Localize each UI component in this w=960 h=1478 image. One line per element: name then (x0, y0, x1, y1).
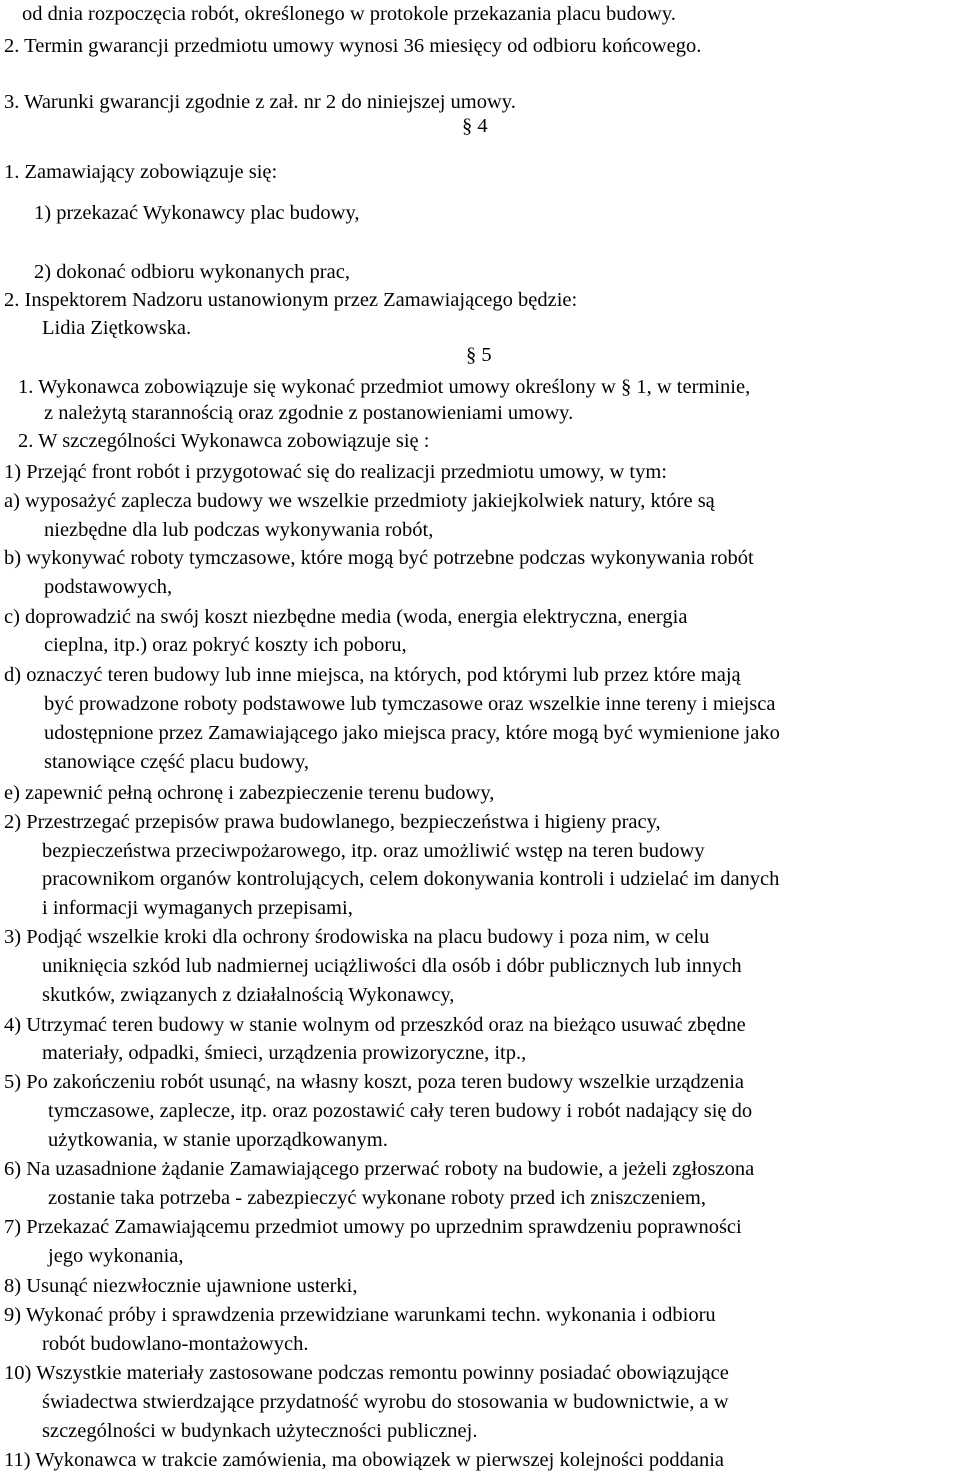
text-line: 2) dokonać odbioru wykonanych prac, (34, 261, 350, 283)
text-line: użytkowania, w stanie uporządkowanym. (48, 1129, 388, 1151)
text-line: 2. W szczególności Wykonawca zobowiązuje się : (18, 430, 430, 452)
text-line: zostanie taka potrzeba - zabezpieczyć wykonane roboty przed ich zniszczeniem, (48, 1187, 706, 1209)
text-line: 6) Na uzasadnione żądanie Zamawiającego przerwać roboty na budowie, a jeżeli zgłoszona (4, 1158, 755, 1180)
text-line: 9) Wykonać próby i sprawdzenia przewidziane warunkami techn. wykonania i odbioru (4, 1304, 716, 1326)
text-line: podstawowych, (44, 576, 173, 598)
text-line: c) doprowadzić na swój koszt niezbędne media (woda, energia elektryczna, energia (4, 606, 688, 628)
text-line: Lidia Ziętkowska. (42, 317, 192, 339)
text-line: z należytą starannością oraz zgodnie z postanowieniami umowy. (44, 402, 574, 424)
text-line: stanowiące część placu budowy, (44, 751, 310, 773)
text-line: 1. Zamawiający zobowiązuje się: (4, 161, 278, 183)
text-line: jego wykonania, (48, 1245, 184, 1267)
text-line: e) zapewnić pełną ochronę i zabezpieczenie terenu budowy, (4, 782, 495, 804)
text-line: 3) Podjąć wszelkie kroki dla ochrony środowiska na placu budowy i poza nim, w celu (4, 926, 710, 948)
text-line: i informacji wymaganych przepisami, (42, 897, 353, 919)
text-line: 2) Przestrzegać przepisów prawa budowlanego, bezpieczeństwa i higieny pracy, (4, 811, 661, 833)
text-line: 10) Wszystkie materiały zastosowane podczas remontu powinny posiadać obowiązujące (4, 1362, 729, 1384)
text-line: od dnia rozpoczęcia robót, określonego w protokole przekazania placu budowy. (22, 3, 676, 25)
text-line: uniknięcia szkód lub nadmiernej uciążliwości dla osób i dóbr publicznych lub innych (42, 955, 742, 977)
text-line: 5) Po zakończeniu robót usunąć, na własny koszt, poza teren budowy wszelkie urządzenia (4, 1071, 745, 1093)
text-line: materiały, odpadki, śmieci, urządzenia prowizoryczne, itp., (42, 1042, 527, 1064)
text-line: 7) Przekazać Zamawiającemu przedmiot umowy po uprzednim sprawdzeniu poprawności (4, 1216, 742, 1238)
text-line: 11) Wykonawca w trakcie zamówienia, ma obowiązek w pierwszej kolejności poddania (4, 1449, 724, 1471)
text-line: 1) przekazać Wykonawcy plac budowy, (34, 202, 360, 224)
text-line: 3. Warunki gwarancji zgodnie z zał. nr 2 do niniejszej umowy. (4, 91, 516, 113)
text-line: a) wyposażyć zaplecza budowy we wszelkie przedmioty jakiejkolwiek natury, które są (4, 490, 715, 512)
text-line: b) wykonywać roboty tymczasowe, które mogą być potrzebne podczas wykonywania robót (4, 547, 754, 569)
text-line: tymczasowe, zaplecze, itp. oraz pozostawić cały teren budowy i robót nadający się do (48, 1100, 753, 1122)
text-line: 1) Przejąć front robót i przygotować się do realizacji przedmiotu umowy, w tym: (4, 461, 668, 483)
section-heading: § 4 (462, 115, 488, 137)
text-line: 2. Inspektorem Nadzoru ustanowionym przez Zamawiającego będzie: (4, 289, 578, 311)
text-line: 1. Wykonawca zobowiązuje się wykonać przedmiot umowy określony w § 1, w terminie, (18, 376, 751, 398)
text-line: 2. Termin gwarancji przedmiotu umowy wynosi 36 miesięcy od odbioru końcowego. (4, 35, 702, 57)
text-line: 4) Utrzymać teren budowy w stanie wolnym od przeszkód oraz na bieżąco usuwać zbędne (4, 1014, 746, 1036)
text-line: pracownikom organów kontrolujących, celem dokonywania kontroli i udzielać im danych (42, 868, 780, 890)
text-line: robót budowlano-montażowych. (42, 1333, 309, 1355)
section-heading: § 5 (466, 344, 492, 366)
text-line: d) oznaczyć teren budowy lub inne miejsca, na których, pod którymi lub przez które mają (4, 664, 741, 686)
text-line: bezpieczeństwa przeciwpożarowego, itp. oraz umożliwić wstęp na teren budowy (42, 840, 705, 862)
text-line: cieplna, itp.) oraz pokryć koszty ich poboru, (44, 634, 407, 656)
text-line: być prowadzone roboty podstawowe lub tymczasowe oraz wszelkie inne tereny i miejsca (44, 693, 776, 715)
text-line: udostępnione przez Zamawiającego jako miejsca pracy, które mogą być wymienione jako (44, 722, 780, 744)
text-line: skutków, związanych z działalnością Wykonawcy, (42, 984, 455, 1006)
text-line: świadectwa stwierdzające przydatność wyrobu do stosowania w budownictwie, a w (42, 1391, 729, 1413)
text-line: szczególności w budynkach użyteczności publicznej. (42, 1420, 478, 1442)
text-line: 8) Usunąć niezwłocznie ujawnione usterki, (4, 1275, 358, 1297)
text-line: niezbędne dla lub podczas wykonywania robót, (44, 519, 434, 541)
